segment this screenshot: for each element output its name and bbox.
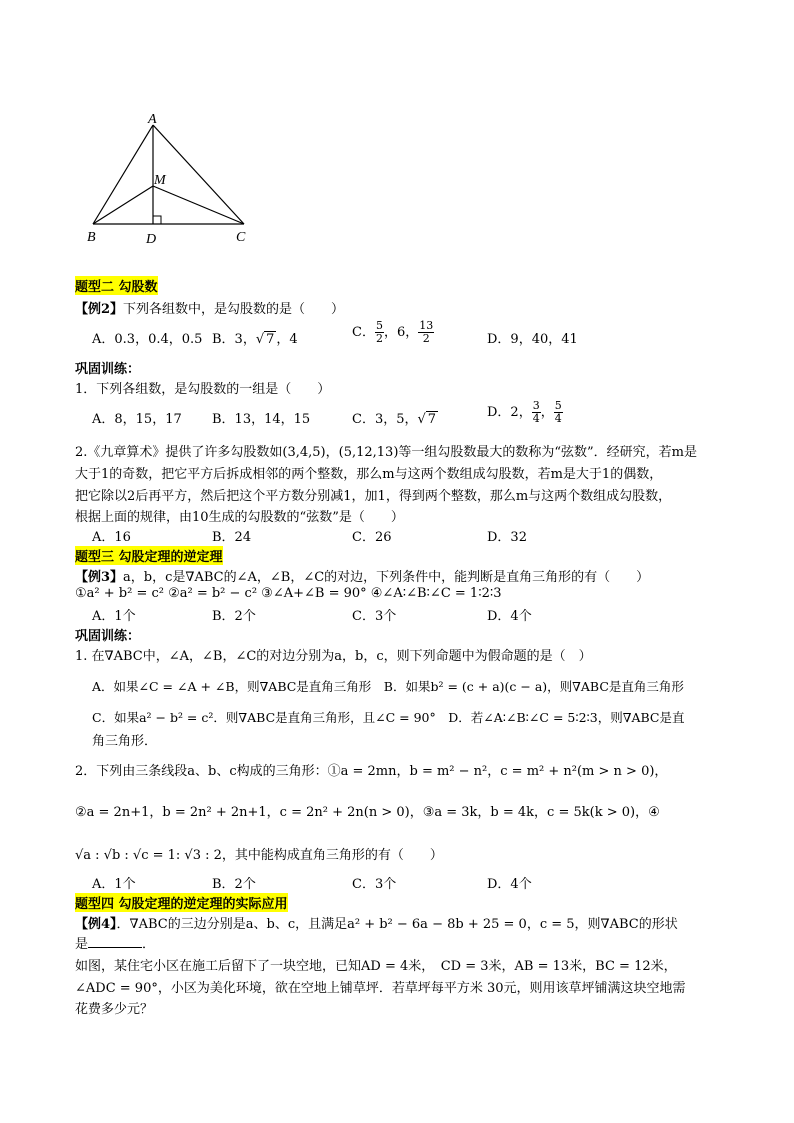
conditions: ①a² + b² = c² ②a² = b² − c² ③∠A+∠B = 90° ④∠A∶∠B∶∠C = 1∶2∶3 <box>75 586 502 601</box>
option-c: C．3个 <box>352 877 397 892</box>
option-d-pre: D．2， <box>487 405 532 420</box>
label-c: C <box>236 230 246 245</box>
option-a: A．16 <box>92 530 131 545</box>
fraction-num: 13 <box>419 319 434 332</box>
question-1: 1．下列各组数，是勾股数的一组是（ ） <box>75 382 331 397</box>
label-d: D <box>146 232 157 247</box>
answer-blank[interactable] <box>88 935 142 948</box>
example-tag: 【例2】 <box>75 302 124 317</box>
question-2-line-1: 2．下列由三条线段a、b、c构成的三角形：①a = 2mn，b = m² − n²，c = m² + n²(m > n > 0)， <box>75 764 668 779</box>
question-2-line-2: 大于1的奇数，把它平方后拆成相邻的两个整数，那么m与这两个数组成勾股数，若m是大于1的偶数， <box>75 467 663 482</box>
question-1: 1. 在∇ABC中，∠A，∠B，∠C的对边分别为a，b，c，则下列命题中为假命题的是（ ） <box>75 649 592 664</box>
problem-line-3: 花费多少元？ <box>75 1002 154 1017</box>
right-angle-mark <box>153 216 161 224</box>
edge-ac <box>153 125 244 224</box>
fraction-den: 4 <box>554 412 562 425</box>
option-b: B．2个 <box>212 877 256 892</box>
option-c: C．26 <box>352 530 392 545</box>
fraction-num: 3 <box>532 399 540 412</box>
option-a: A．8，15，17 <box>92 412 182 427</box>
segment-mb <box>93 186 153 224</box>
option-b: B．3，√ 7 ，4 <box>212 332 298 347</box>
option-a: A．1个 <box>92 609 136 624</box>
option-c: C．3，5，√ 7 <box>352 412 437 427</box>
example-3 <box>75 566 649 585</box>
question-text: 下列各组数中，是勾股数的是（ ） <box>123 302 345 317</box>
segment-mc <box>153 186 244 224</box>
training-heading: 巩固训练： <box>75 362 141 377</box>
section-title-3: 题型三 勾股定理的逆定理 <box>75 546 223 565</box>
option-b-radicand: 7 <box>266 332 275 347</box>
example-4 <box>75 913 678 932</box>
fraction-den: 2 <box>375 332 383 345</box>
option-d: D．9，40，41 <box>487 332 578 347</box>
fraction <box>532 400 541 425</box>
options-cd: C．如果a² − b² = c²．则∇ABC是直角三角形，且∠C = 90° D．若∠A∶∠B∶∠C = 5∶2∶3，则∇ABC是直 <box>92 710 685 725</box>
option-d-mid: ， <box>540 405 554 420</box>
option-b: B．24 <box>212 530 252 545</box>
fraction-num: 5 <box>375 319 383 332</box>
training-heading: 巩固训练： <box>75 629 141 644</box>
example-4-line-2 <box>75 933 155 952</box>
question-2-line-4: 根据上面的规律，由10生成的勾股数的“弦数”是（ ） <box>75 510 404 525</box>
option-d <box>487 400 563 425</box>
label-a: A <box>148 112 157 127</box>
triangle-figure <box>80 110 280 250</box>
option-c <box>352 320 434 345</box>
question-text: a，b，c是∇ABC的∠A，∠B，∠C的对边，下列条件中，能判断是直角三角形的有（ ） <box>123 570 650 585</box>
option-b: B．2个 <box>212 609 256 624</box>
section-title-4: 题型四 勾股定理的逆定理的实际应用 <box>75 893 288 912</box>
example-tag: 【例3】 <box>75 570 124 585</box>
question-text: ． <box>142 937 156 952</box>
option-a: A．0.3，0.4，0.5 <box>92 332 203 347</box>
option-d: D．32 <box>487 530 527 545</box>
option-c-mid: ，6， <box>383 325 419 340</box>
fraction <box>554 400 563 425</box>
edge-ab <box>93 125 153 224</box>
fraction <box>375 320 384 345</box>
example-2 <box>75 298 344 317</box>
option-c: C．3个 <box>352 609 397 624</box>
question-2-line-1: 2.《九章算术》提供了许多勾股数如(3,4,5)，(5,12,13)等一组勾股数最大的数称为“弦数”．经研究，若m是 <box>75 445 698 460</box>
label-b: B <box>87 230 96 245</box>
options-cd-cont: 角三角形． <box>92 734 158 749</box>
example-tag: 【例4】 <box>75 917 117 932</box>
problem-line-2: ∠ADC = 90°，小区为美化环境，欲在空地上铺草坪．若草坪每平方米 30元，则用该草坪铺满这块空地需 <box>75 981 686 996</box>
option-a: A．1个 <box>92 877 136 892</box>
option-d: D．4个 <box>487 609 532 624</box>
fraction-den: 2 <box>422 332 430 345</box>
fraction <box>418 320 434 345</box>
question-text: ．∇ABC的三边分别是a、b、c，且满足a² + b² − 6a − 8b + 25 = 0，c = 5，则∇ABC的形状 <box>116 917 678 932</box>
option-b: B．13，14，15 <box>212 412 311 427</box>
problem-line-1: 如图，某住宅小区在施工后留下了一块空地，已知AD = 4米， CD = 3米，AB = 13米，BC = 12米， <box>75 959 677 974</box>
options-ab: A．如果∠C = ∠A + ∠B，则∇ABC是直角三角形 B．如果b² = (c + a)(c − a)，则∇ABC是直角三角形 <box>92 679 684 694</box>
option-d: D．4个 <box>487 877 532 892</box>
option-c-pre: C． <box>352 325 375 340</box>
question-2-line-3: √a : √b : √c = 1: √3 : 2，其中能构成直角三角形的有（ ） <box>75 848 443 863</box>
question-2-line-3: 把它除以2后再平方，然后把这个平方数分别减1，加1，得到两个整数，那么m与这两个数组成勾股数， <box>75 489 672 504</box>
question-2-line-2: ②a = 2n+1，b = 2n² + 2n+1，c = 2n² + 2n(n > 0)，③a = 3k，b = 4k，c = 5k(k > 0)，④ <box>75 805 660 820</box>
label-m: M <box>154 173 166 188</box>
section-title-2: 题型二 勾股数 <box>75 276 158 295</box>
fraction-num: 5 <box>554 399 562 412</box>
question-text: 是 <box>75 937 89 952</box>
option-b-post: ，4 <box>276 332 298 347</box>
option-c-radicand: 7 <box>427 412 437 427</box>
option-b-pre: B．3， <box>212 332 256 347</box>
option-c-pre: C．3，5， <box>352 412 418 427</box>
fraction-den: 4 <box>532 412 540 425</box>
